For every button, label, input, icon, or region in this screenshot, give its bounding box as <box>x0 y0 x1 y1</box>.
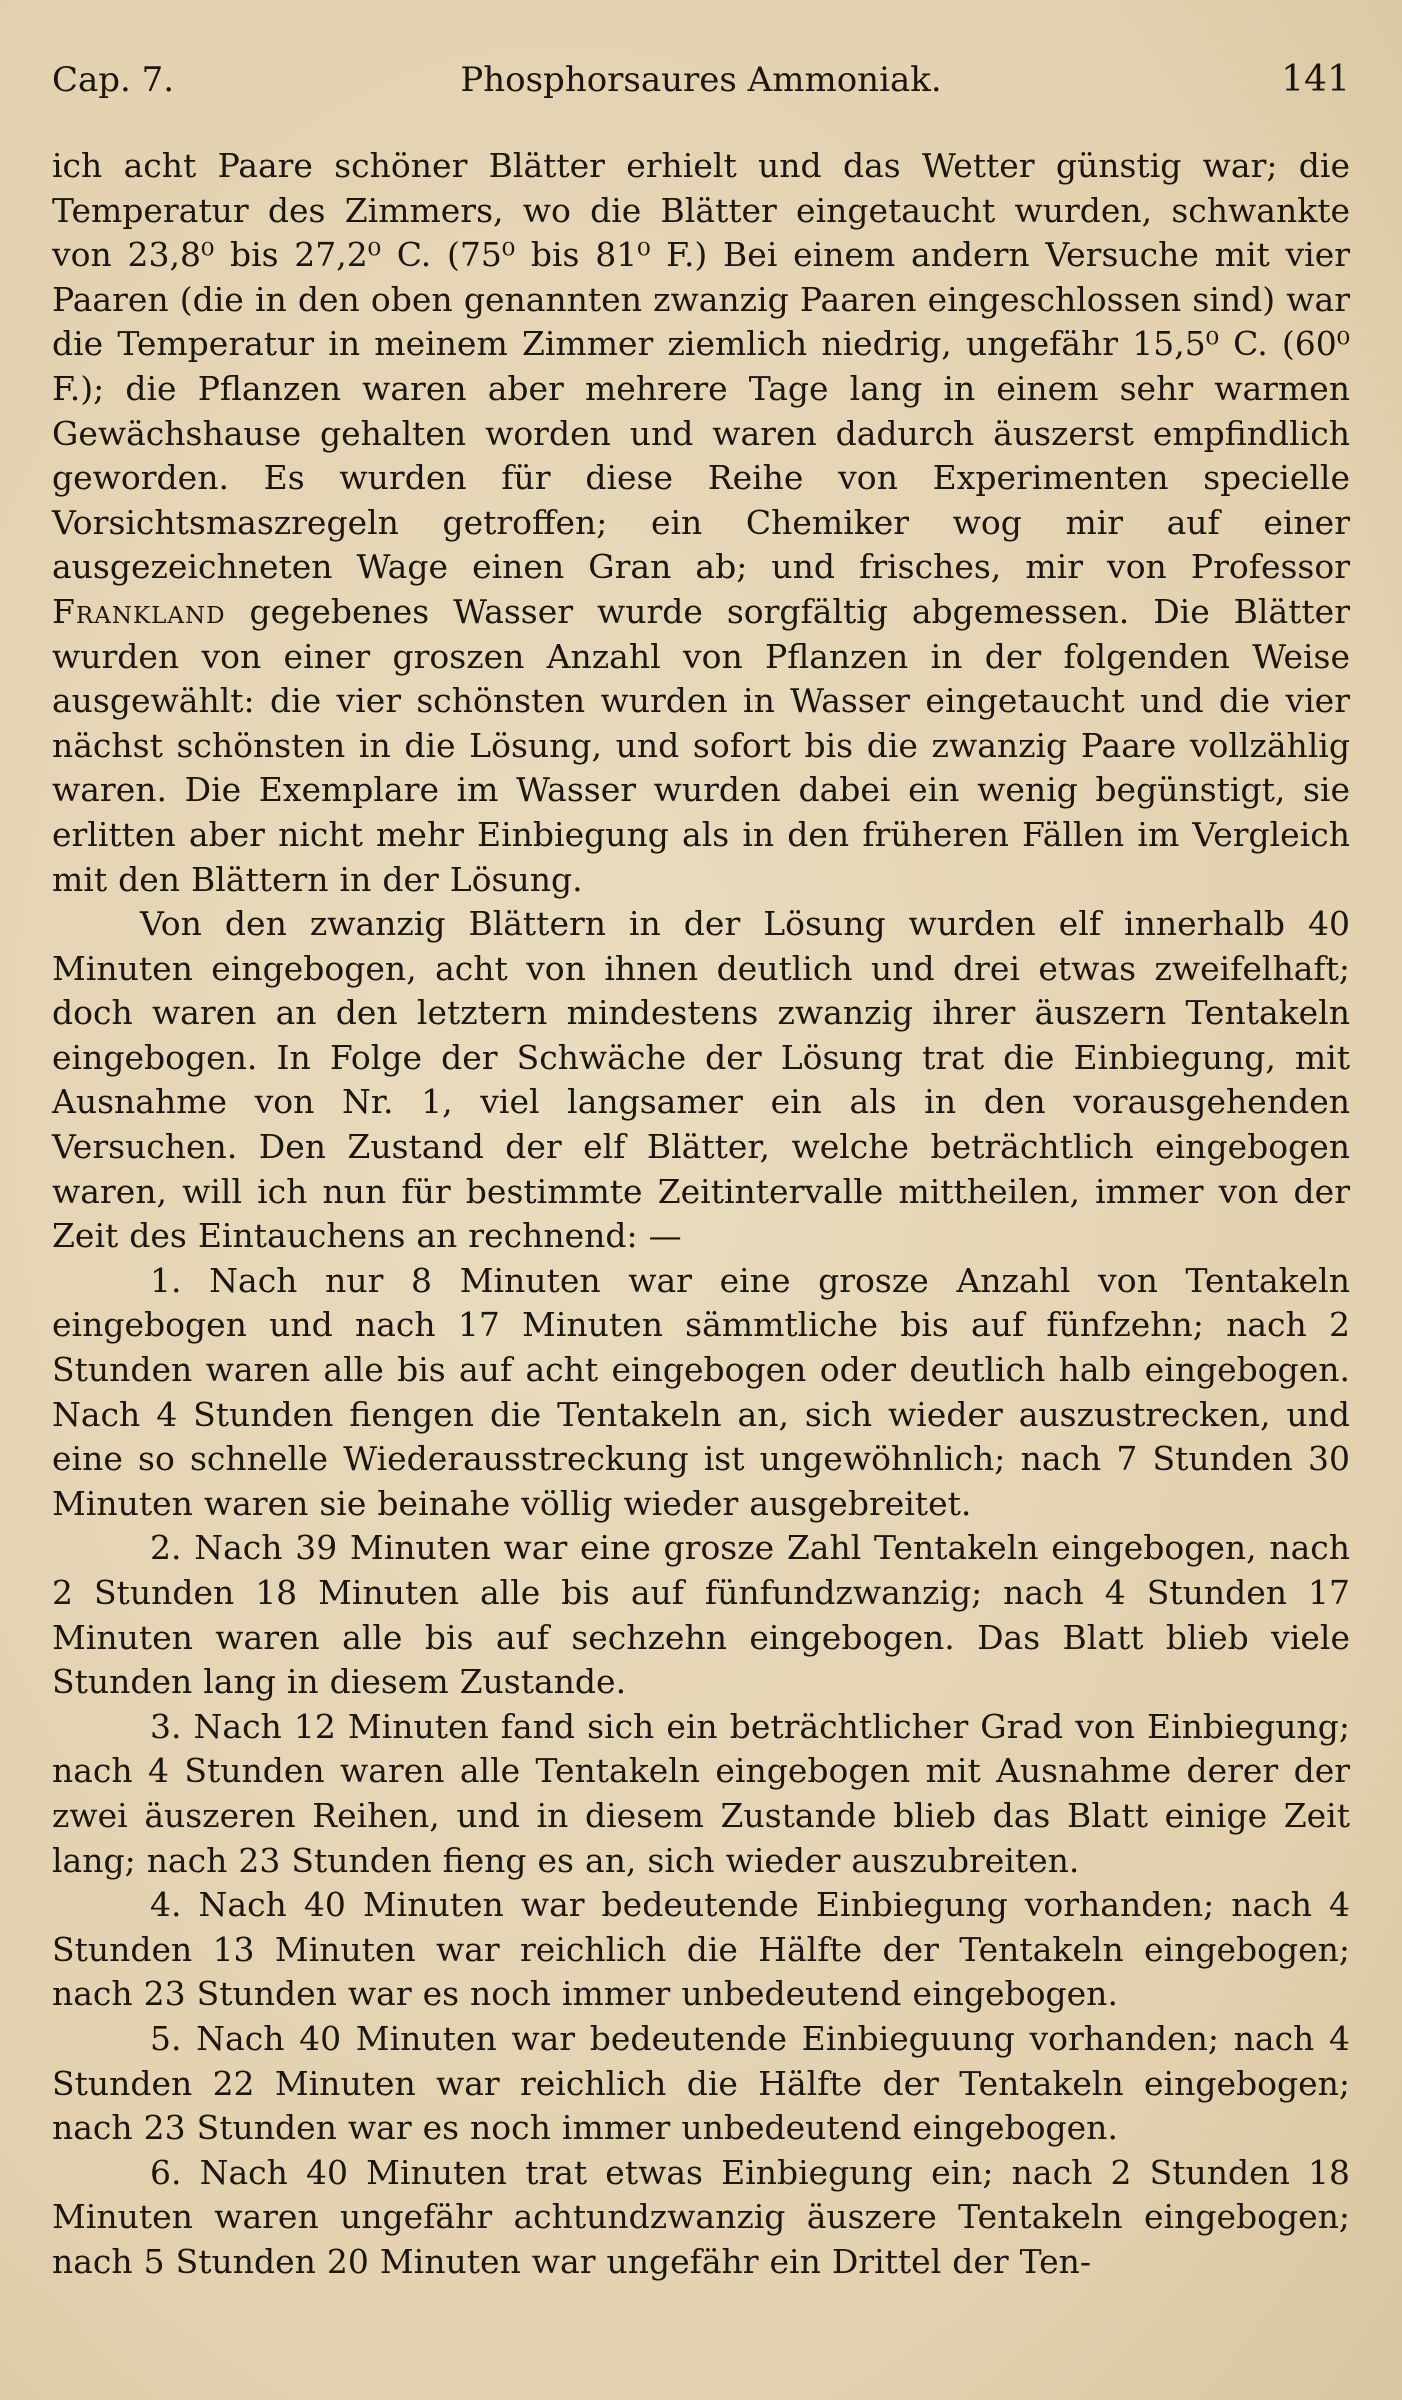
paragraph-continuation <box>52 144 1350 902</box>
running-title: Phosphorsaures Ammoniak. <box>460 60 942 100</box>
page-number: 141 <box>1281 59 1350 100</box>
numbered-item-2: 2. Nach 39 Minuten war eine grosze Zahl Tentakeln eingebogen, nach 2 Stunden 18 Minuten alle bis auf fünfundzwanzig; nach 4 Stunden 17 Minuten waren alle bis auf sechzehn eingebogen. Das Blatt blieb viele Stunden lang in diesem Zustande. <box>52 1528 1350 1702</box>
person-name: Frankland <box>52 591 226 631</box>
body-text <box>52 144 1350 2285</box>
running-header <box>52 50 1350 110</box>
numbered-item-6: 6. Nach 40 Minuten trat etwas Einbiegung ein; nach 2 Stunden 18 Minuten waren ungefähr achtundzwanzig äuszere Tentakeln eingebogen; nach 5 Stunden 20 Minuten war ungefähr ein Drittel der Ten- <box>52 2152 1350 2281</box>
paragraph-text: ich acht Paare schöner Blätter erhielt und das Wetter günstig war; die Temperatur des Zimmers, wo die Blätter eingetaucht wurden, schwankte von 23,8⁰ bis 27,2⁰ C. (75⁰ bis 81⁰ F.) Bei einem andern Versuche mit vier Paaren (die in den oben genannten zwanzig Paaren eingeschlossen sind) war die Temperatur in meinem Zimmer ziemlich niedrig, ungefähr 15,5⁰ C. (60⁰ F.); die Pflanzen waren aber mehrere Tage lang in einem sehr warmen Gewächshause gehalten worden und waren dadurch äuszerst empfindlich geworden. Es wurden für diese Reihe von Experimenten specielle Vorsichtsmaszregeln getroffen; ein Chemiker wog mir auf einer ausgezeichneten Wage einen Gran ab; und frisches, mir von Professor <box>52 146 1350 587</box>
paragraph: Von den zwanzig Blättern in der Lösung wurden elf innerhalb 40 Minuten eingebogen, acht von ihnen deutlich und drei etwas zweifelhaft; doch waren an den letztern mindestens zwanzig ihrer äuszern Tentakeln eingebogen. In Folge der Schwäche der Lösung trat die Einbiegung, mit Ausnahme von Nr. 1, viel langsamer ein als in den vorausgehenden Versuchen. Den Zustand der elf Blätter, welche beträchtlich eingebogen waren, will ich nun für bestimmte Zeitintervalle mittheilen, immer von der Zeit des Eintauchens an rechnend: — <box>52 904 1350 1256</box>
numbered-item-1: 1. Nach nur 8 Minuten war eine grosze Anzahl von Tentakeln eingebogen und nach 17 Minuten sämmtliche bis auf fünfzehn; nach 2 Stunden waren alle bis auf acht eingebogen oder deutlich halb eingebogen. Nach 4 Stunden fiengen die Tentakeln an, sich wieder auszustrecken, und eine so schnelle Wiederausstreckung ist ungewöhnlich; nach 7 Stunden 30 Minuten waren sie beinahe völlig wieder ausgebreitet. <box>52 1260 1350 1523</box>
chapter-label: Cap. 7. <box>52 60 175 100</box>
numbered-item-5: 5. Nach 40 Minuten war bedeutende Einbieguung vorhanden; nach 4 Stunden 22 Minuten war reichlich die Hälfte der Tentakeln eingebogen; nach 23 Stunden war es noch immer unbedeutend eingebogen. <box>52 2018 1350 2148</box>
numbered-item-4: 4. Nach 40 Minuten war bedeutende Einbiegung vorhanden; nach 4 Stunden 13 Minuten war reichlich die Hälfte der Tentakeln eingebogen; nach 23 Stunden war es noch immer unbedeutend eingebogen. <box>52 1885 1350 2014</box>
paragraph-text: gegebenes Wasser wurde sorgfältig abgemessen. Die Blätter wurden von einer groszen Anzahl von Pflanzen in der folgenden Weise ausgewählt: die vier schönsten wurden in Wasser eingetaucht und die vier nächst schönsten in die Lösung, und sofort bis die zwanzig Paare vollzählig waren. Die Exemplare im Wasser wurden dabei ein wenig begünstigt, sie erlitten aber nicht mehr Einbiegung als in den früheren Fällen im Vergleich mit den Blättern in der Lösung. <box>52 591 1350 899</box>
numbered-item-3: 3. Nach 12 Minuten fand sich ein beträchtlicher Grad von Einbiegung; nach 4 Stunden waren alle Tentakeln eingebogen mit Ausnahme derer der zwei äuszeren Reihen, und in diesem Zustande blieb das Blatt einige Zeit lang; nach 23 Stunden fieng es an, sich wieder auszubreiten. <box>52 1706 1350 1880</box>
